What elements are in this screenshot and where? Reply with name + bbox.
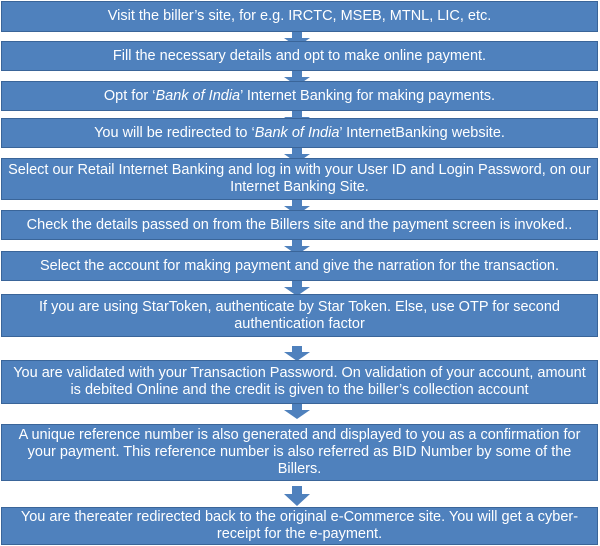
step-7-box	[1, 251, 598, 281]
step-11-text: You are thereater redirected back to the original e-Commerce site. You will get a cyber-receipt for the e-payment.	[20, 509, 579, 542]
step-6-text: Check the details passed on from the Billers site and the payment screen is invoked..	[26, 216, 573, 233]
step-4-text: You will be redirected to ‘Bank of India’ InternetBanking website.	[94, 124, 505, 141]
step-8-box	[1, 294, 598, 337]
step-1-text: Visit the biller’s site, for e.g. IRCTC, MSEB, MTNL, LIC, etc.	[107, 8, 492, 24]
arrow-down-icon	[284, 486, 310, 506]
step-6-box	[1, 210, 598, 240]
arrow-down-icon	[284, 404, 310, 419]
step-10-text: A unique reference number is also generated and displayed to you as a confirmation for your payment. This reference number is also referred as BID Number by some of the Billers.	[18, 427, 581, 477]
step-3-text: Opt for ‘Bank of India’ Internet Banking for making payments.	[103, 87, 496, 104]
step-10-box	[1, 424, 598, 481]
step-4-box	[1, 118, 598, 148]
arrow-down-icon	[284, 346, 310, 361]
step-9-box	[1, 360, 598, 404]
step-2-box	[1, 41, 598, 71]
bank-name: Bank of India	[155, 87, 241, 104]
step-2-text: Fill the necessary details and opt to make online payment.	[112, 47, 487, 64]
step-7-text: Select the account for making payment and give the narration for the transaction.	[39, 257, 560, 274]
step-3-box	[1, 81, 598, 111]
step-9-text: You are validated with your Transaction Password. On validation of your account, amount is debited Online and the credit is given to the biller’s collection account	[13, 365, 586, 398]
step-1-box	[1, 1, 598, 32]
bank-name: Bank of India	[254, 124, 340, 141]
step-8-text: If you are using StarToken, authenticate by Star Token. Else, use OTP for second authentication factor	[39, 298, 560, 332]
step-11-box	[1, 507, 598, 545]
step-5-text: Select our Retail Internet Banking and log in with your User ID and Login Password, on our Internet Banking Site.	[8, 162, 591, 195]
step-5-box	[1, 158, 598, 200]
